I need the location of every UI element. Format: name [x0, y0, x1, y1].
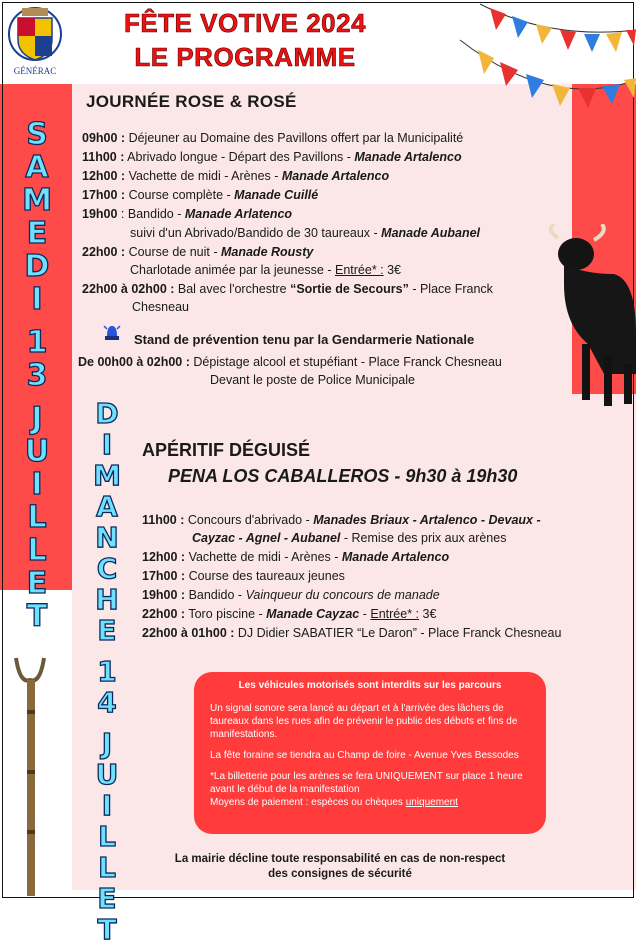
vertical-letter: H: [95, 583, 119, 616]
schedule-item: Chesneau: [132, 300, 189, 314]
vertical-letter: C: [96, 552, 118, 585]
schedule-item: 22h00 à 01h00 : DJ Didier SABATIER “Le Daron” - Place Franck Chesneau: [142, 626, 562, 640]
vertical-letter: N: [95, 521, 119, 554]
schedule-item: 17h00 : Course complète - Manade Cuillé: [82, 188, 319, 202]
vertical-letter: L: [27, 533, 47, 568]
saturday-vertical-label: [14, 118, 60, 633]
vertical-letter: 1: [97, 655, 117, 688]
vertical-letter: 4: [97, 686, 117, 719]
schedule-item: 22h00 : Course de nuit - Manade Rousty: [82, 245, 314, 259]
prevention-item: De 00h00 à 02h00 : Dépistage alcool et stupéfiant - Place Franck Chesneau: [78, 355, 502, 369]
logo-text: GÉNÉRAC: [13, 66, 57, 76]
vertical-letter: L: [98, 851, 116, 884]
notice-paragraph: La fête foraine se tiendra au Champ de foire - Avenue Yves Bessodes: [210, 750, 519, 761]
sunday-heading: APÉRITIF DÉGUISÉ: [142, 440, 311, 460]
vertical-letter: I: [101, 428, 113, 461]
schedule-item: Cayzac - Agnel - Aubanel - Remise des prix aux arènes: [192, 531, 507, 545]
schedule-item: 09h00 : Déjeuner au Domaine des Pavillons offert par la Municipalité: [82, 131, 464, 145]
title-line2: LE PROGRAMME: [134, 42, 356, 72]
schedule-item: 11h00 : Concours d'abrivado - Manades Briaux - Artalenco - Devaux -: [142, 513, 541, 527]
gardian-trident-image: [10, 650, 50, 896]
schedule-item: suivi d'un Abrivado/Bandido de 30 taureaux - Manade Aubanel: [130, 226, 481, 240]
vertical-letter: D: [95, 397, 119, 430]
vertical-letter: T: [97, 913, 117, 946]
prevention-stand: Stand de prévention tenu par la Gendarmerie Nationale: [134, 332, 475, 347]
page-title: [90, 6, 400, 74]
vertical-letter: E: [26, 566, 48, 601]
schedule-item: 12h00 : Vachette de midi - Arènes - Manade Artalenco: [142, 550, 450, 564]
vertical-letter: T: [26, 599, 48, 634]
vertical-letter: A: [25, 150, 49, 185]
schedule-item: 19h00 : Bandido - Manade Arlatenco: [82, 207, 293, 221]
vertical-letter: I: [31, 282, 43, 317]
saturday-heading: JOURNÉE ROSE & ROSÉ: [86, 92, 297, 111]
vertical-letter: E: [97, 882, 117, 915]
vertical-letter: D: [24, 249, 50, 284]
police-siren-icon: [102, 322, 122, 342]
vertical-letter: 1: [26, 325, 48, 360]
schedule-item: 11h00 : Abrivado longue - Départ des Pavillons - Manade Artalenco: [82, 150, 462, 164]
bunting-flags-icon: [440, 0, 636, 130]
schedule-item: 12h00 : Vachette de midi - Arènes - Manade Artalenco: [82, 169, 390, 183]
vertical-letter: M: [93, 459, 121, 492]
notice-paragraph: Un signal sonore sera lancé au départ et à l'arrivée des lâchers de taureaux dans les rues afin de prévenir le public des débuts et fins de manifestations.: [210, 703, 518, 740]
logo-crest-icon: [8, 4, 62, 80]
bull-image: [544, 224, 636, 408]
vertical-letter: J: [101, 727, 113, 760]
vertical-letter: I: [31, 467, 43, 502]
schedule-item: 19h00 : Bandido - Vainqueur du concours de manade: [142, 588, 440, 602]
vertical-letter: 3: [26, 358, 48, 393]
vertical-letter: E: [97, 614, 117, 647]
vertical-letter: J: [31, 401, 43, 436]
vertical-letter: L: [27, 500, 47, 535]
sunday-subheading: PENA LOS CABALLEROS - 9h30 à 19h30: [168, 466, 518, 486]
schedule-item: 17h00 : Course des taureaux jeunes: [142, 569, 345, 583]
prevention-item: Devant le poste de Police Municipale: [210, 373, 415, 387]
schedule-item: 22h00 : Toro piscine - Manade Cayzac - Entrée* : 3€: [142, 607, 437, 621]
vertical-letter: U: [24, 434, 50, 469]
vertical-letter: L: [98, 820, 116, 853]
safety-notice: [194, 672, 546, 834]
notice-paragraph: *La billetterie pour les arènes se fera UNIQUEMENT sur place 1 heure avant le début de la manifestation: [210, 771, 523, 795]
schedule-item: 22h00 à 02h00 : Bal avec l'orchestre “Sortie de Secours” - Place Franck: [82, 282, 493, 296]
vertical-letter: I: [101, 789, 113, 822]
title-line1: FÊTE VOTIVE 2024: [123, 8, 367, 38]
sunday-vertical-label: [84, 398, 130, 945]
notice-heading: Les véhicules motorisés sont interdits sur les parcours: [238, 680, 502, 691]
schedule-item: Charlotade animée par la jeunesse - Entrée* : 3€: [130, 263, 402, 277]
vertical-letter: S: [26, 117, 48, 152]
vertical-letter: U: [95, 758, 119, 791]
disclaimer: La mairie décline toute responsabilité en cas de non-respect des consignes de sécurité: [174, 853, 506, 880]
notice-paragraph: Moyens de paiement : espèces ou chèques uniquement: [210, 797, 458, 808]
vertical-letter: A: [96, 490, 118, 523]
vertical-letter: M: [22, 183, 52, 218]
vertical-letter: E: [26, 216, 48, 251]
